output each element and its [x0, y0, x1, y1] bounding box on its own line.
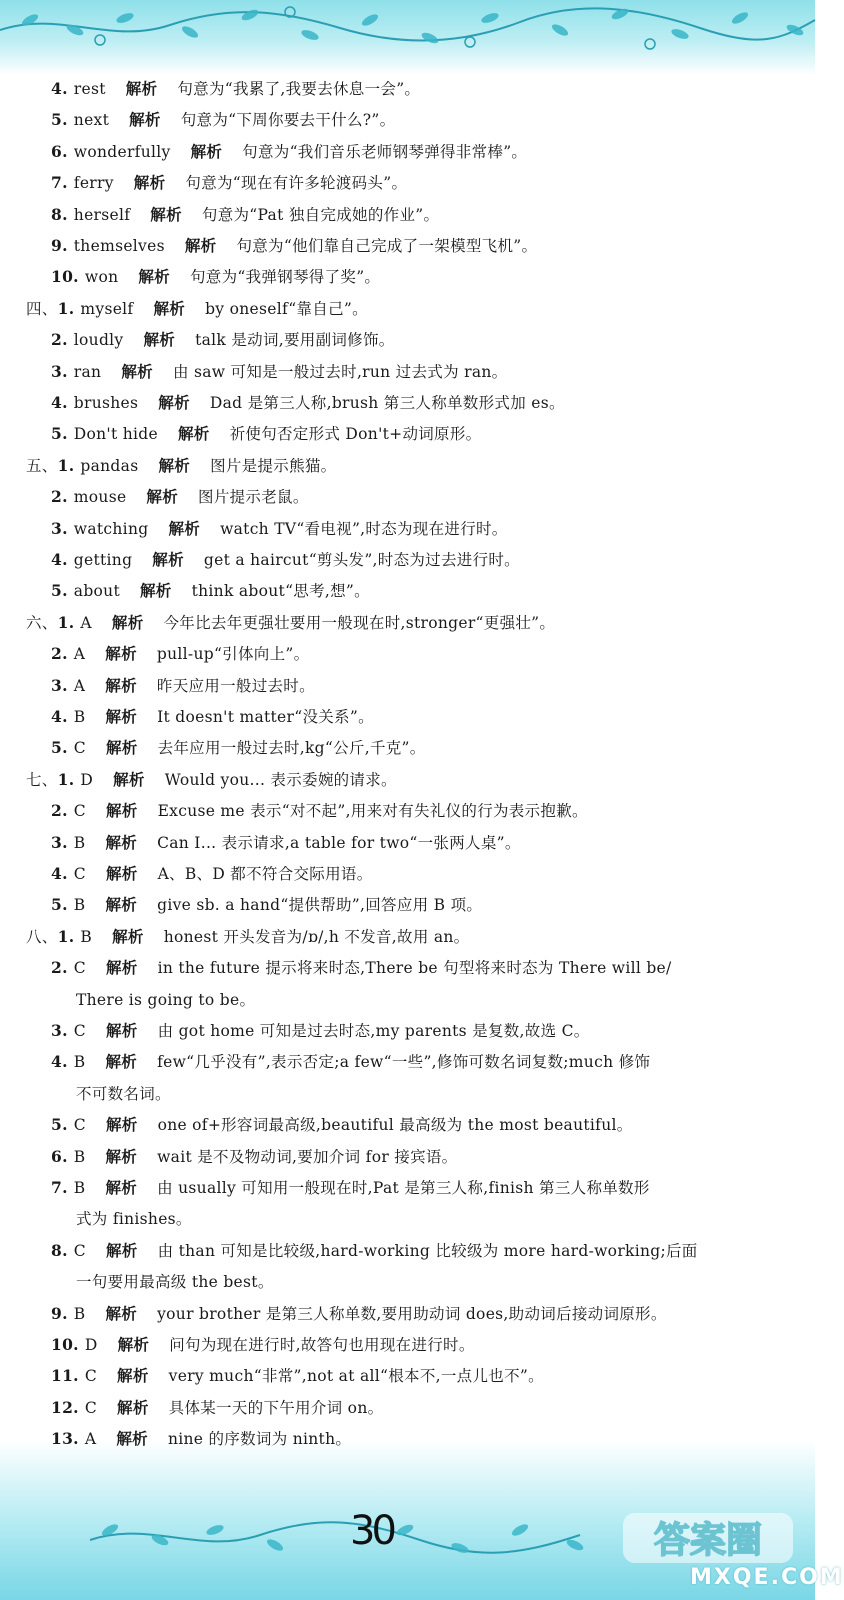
- answer-row: [51, 1236, 698, 1266]
- question-number: 3.: [51, 362, 68, 381]
- question-number: 2.: [51, 487, 68, 506]
- answer-text: A: [84, 1430, 97, 1448]
- explanation-text: 句意为“Pat 独自完成她的作业”。: [201, 206, 440, 224]
- answer-text: pandas: [80, 457, 139, 475]
- explanation-text: 由 than 可知是比较级,hard-working 比较级为 more hard-working;后面: [157, 1242, 698, 1260]
- question-number: 12.: [51, 1398, 79, 1417]
- question-number: 5.: [51, 110, 68, 129]
- explanation-text: watch TV“看电视”,时态为现在进行时。: [220, 520, 508, 538]
- answer-row: [51, 262, 380, 292]
- explanation-text: 图片提示老鼠。: [198, 488, 309, 506]
- answer-row: [51, 325, 395, 355]
- analysis-tag: 解析: [129, 110, 161, 129]
- analysis-tag: 解析: [133, 173, 166, 192]
- analysis-tag: 解析: [105, 801, 138, 820]
- explanation-text: very much“非常”,not at all“根本不,一点儿也不”。: [168, 1367, 544, 1385]
- section-label: 五、: [26, 457, 58, 475]
- analysis-tag: 解析: [117, 1398, 149, 1417]
- answer-text: B: [73, 1179, 86, 1197]
- analysis-tag: 解析: [105, 707, 138, 726]
- explanation-text: 句意为“我们音乐老师钢琴弹得非常棒”。: [242, 143, 528, 161]
- analysis-tag: 解析: [105, 676, 137, 695]
- question-number: 4.: [51, 707, 68, 726]
- answer-text: B: [73, 1305, 86, 1323]
- explanation-text: 句意为“下周你要去干什么?”。: [180, 111, 396, 129]
- answer-text: B: [80, 928, 93, 946]
- analysis-tag: 解析: [150, 205, 182, 224]
- analysis-tag: 解析: [112, 927, 144, 946]
- answer-row: [51, 482, 309, 512]
- question-number: 2.: [51, 644, 68, 663]
- explanation-text: your brother 是第三人称单数,要用助动词 does,助动词后接动词原形。: [157, 1305, 667, 1323]
- answer-row: [51, 1393, 383, 1423]
- analysis-tag: 解析: [105, 833, 138, 852]
- answer-text: D: [80, 771, 94, 789]
- question-number: 1.: [57, 299, 75, 318]
- answer-row: [51, 953, 672, 983]
- analysis-tag: 解析: [117, 1335, 150, 1354]
- explanation-text: by oneself“靠自己”。: [205, 300, 368, 318]
- explanation-text: 祈使句否定形式 Don't+动词原形。: [229, 425, 482, 443]
- question-number: 1.: [57, 770, 75, 789]
- question-number: 3.: [51, 1021, 68, 1040]
- question-number: 9.: [51, 236, 68, 255]
- explanation-text: It doesn't matter“没关系”。: [157, 708, 374, 726]
- question-number: 2.: [51, 958, 68, 977]
- answer-row: [51, 1299, 667, 1329]
- answer-row: [51, 200, 439, 230]
- analysis-tag: 解析: [105, 958, 138, 977]
- answer-row: [51, 639, 309, 669]
- explanation-text: talk 是动词,要用副词修饰。: [195, 331, 395, 349]
- answer-row: [51, 733, 426, 763]
- question-number: 6.: [51, 142, 68, 161]
- explanation-text: few“几乎没有”,表示否定;a few“一些”,修饰可数名词复数;much 修饰: [157, 1053, 651, 1071]
- analysis-tag: 解析: [105, 1147, 138, 1166]
- question-number: 5.: [51, 895, 68, 914]
- explanation-continuation: 式为 finishes。: [76, 1210, 192, 1228]
- explanation-text: 句意为“他们靠自己完成了一架模型飞机”。: [236, 237, 538, 255]
- question-number: 5.: [51, 424, 68, 443]
- explanation-continuation: There is going to be。: [76, 991, 256, 1009]
- question-number: 4.: [51, 864, 68, 883]
- question-number: 9.: [51, 1304, 68, 1323]
- analysis-tag: 解析: [121, 362, 153, 381]
- section-label: 八、: [26, 928, 58, 946]
- answer-row: [26, 765, 397, 795]
- answer-row: [51, 1330, 475, 1360]
- analysis-tag: 解析: [105, 1304, 138, 1323]
- answer-text: loudly: [73, 331, 124, 349]
- question-number: 7.: [51, 173, 68, 192]
- answer-row: [51, 859, 373, 889]
- answer-row: [51, 1424, 351, 1454]
- answer-row: [51, 890, 482, 920]
- answer-row: [26, 922, 469, 952]
- answer-text: C: [73, 802, 86, 820]
- explanation-text: think about“思考,想”。: [191, 582, 370, 600]
- analysis-tag: 解析: [111, 613, 144, 632]
- explanation-text: nine 的序数词为 ninth。: [167, 1430, 352, 1448]
- analysis-tag: 解析: [105, 1021, 138, 1040]
- analysis-tag: 解析: [105, 738, 138, 757]
- answer-text: C: [73, 1242, 86, 1260]
- watermark-logo-icon: [618, 1508, 798, 1568]
- question-number: 2.: [51, 801, 68, 820]
- section-label: 七、: [26, 771, 58, 789]
- answer-row: [51, 1016, 590, 1046]
- answer-text: ferry: [73, 174, 114, 192]
- answer-row: [51, 357, 507, 387]
- answer-text: C: [73, 1022, 86, 1040]
- answer-text: C: [73, 959, 86, 977]
- analysis-tag: 解析: [177, 424, 210, 443]
- explanation-text: 问句为现在进行时,故答句也用现在进行时。: [169, 1336, 475, 1354]
- answer-text: ran: [73, 363, 102, 381]
- analysis-tag: 解析: [105, 864, 138, 883]
- analysis-tag: 解析: [168, 519, 201, 538]
- answer-text: wonderfully: [73, 143, 171, 161]
- question-number: 4.: [51, 393, 68, 412]
- analysis-tag: 解析: [105, 1178, 138, 1197]
- page-number: 30: [350, 1508, 393, 1554]
- answer-text: B: [73, 708, 86, 726]
- answer-text: C: [84, 1367, 98, 1385]
- answer-text: herself: [73, 206, 131, 224]
- answer-row: [51, 419, 481, 449]
- answer-text: A: [80, 614, 92, 632]
- answer-row: [26, 451, 336, 481]
- svg-text:答案圈: 答案圈: [653, 1520, 763, 1561]
- answer-row: [51, 1173, 650, 1203]
- explanation-text: 由 usually 可知用一般现在时,Pat 是第三人称,finish 第三人称单数形: [157, 1179, 650, 1197]
- answer-text: B: [73, 896, 86, 914]
- question-number: 7.: [51, 1178, 68, 1197]
- answer-text: getting: [73, 551, 133, 569]
- analysis-tag: 解析: [105, 895, 138, 914]
- question-number: 1.: [57, 927, 75, 946]
- question-number: 10.: [51, 1335, 79, 1354]
- answer-text: B: [73, 1053, 86, 1071]
- question-number: 8.: [51, 1241, 68, 1260]
- explanation-text: 句意为“现在有许多轮渡码头”。: [185, 174, 408, 192]
- analysis-tag: 解析: [105, 1241, 138, 1260]
- explanation-text: 句意为“我弹钢琴得了奖”。: [189, 268, 381, 286]
- answer-text: themselves: [73, 237, 165, 255]
- analysis-tag: 解析: [143, 330, 176, 349]
- answer-row: [51, 1142, 457, 1172]
- explanation-text: 句意为“我累了,我要去休息一会”。: [177, 80, 421, 98]
- answer-row: [51, 137, 527, 167]
- answer-row: [51, 168, 407, 198]
- answer-text: C: [84, 1399, 98, 1417]
- analysis-tag: 解析: [105, 1115, 138, 1134]
- answer-row: [51, 671, 315, 701]
- explanation-text: 由 got home 可知是过去时态,my parents 是复数,故选 C。: [157, 1022, 590, 1040]
- section-label: 六、: [26, 614, 58, 632]
- explanation-text: honest 开头发音为/ɒ/,h 不发音,故用 an。: [163, 928, 470, 946]
- explanation-continuation: 不可数名词。: [76, 1085, 171, 1103]
- answer-text: B: [73, 834, 86, 852]
- explanation-text: in the future 提示将来时态,There be 句型将来时态为 There will be/: [157, 959, 672, 977]
- analysis-tag: 解析: [146, 487, 179, 506]
- analysis-tag: 解析: [153, 299, 186, 318]
- analysis-tag: 解析: [105, 644, 137, 663]
- answer-text: D: [84, 1336, 98, 1354]
- answer-row: [51, 105, 395, 135]
- top-vine-decoration: [0, 0, 815, 70]
- analysis-tag: 解析: [116, 1429, 148, 1448]
- answer-text: C: [73, 739, 86, 757]
- explanation-text: Dad 是第三人称,brush 第三人称单数形式加 es。: [209, 394, 565, 412]
- answer-text: about: [73, 582, 120, 600]
- explanation-continuation: 一句要用最高级 the best。: [76, 1273, 274, 1291]
- answer-text: myself: [80, 300, 134, 318]
- answer-text: A: [73, 645, 86, 663]
- analysis-tag: 解析: [152, 550, 184, 569]
- answer-text: C: [73, 1116, 86, 1134]
- answer-row: [51, 576, 370, 606]
- answer-row: [51, 1361, 544, 1391]
- answer-row: [51, 388, 565, 418]
- answer-row: [51, 74, 420, 104]
- answer-row: [51, 514, 508, 544]
- answer-text: A: [73, 677, 86, 695]
- explanation-text: 由 saw 可知是一般过去时,run 过去式为 ran。: [172, 363, 508, 381]
- question-number: 5.: [51, 738, 68, 757]
- question-number: 8.: [51, 205, 68, 224]
- explanation-text: wait 是不及物动词,要加介词 for 接宾语。: [157, 1148, 458, 1166]
- answer-text: watching: [73, 520, 149, 538]
- explanation-text: A、B、D 都不符合交际用语。: [157, 865, 373, 883]
- question-number: 4.: [51, 79, 68, 98]
- question-number: 1.: [57, 613, 75, 632]
- answer-text: B: [73, 1148, 86, 1166]
- answer-row: [26, 294, 368, 324]
- explanation-text: get a haircut“剪头发”,时态为过去进行时。: [203, 551, 520, 569]
- answer-text: mouse: [73, 488, 127, 506]
- answer-row: [51, 796, 588, 826]
- explanation-text: pull-up“引体向上”。: [156, 645, 310, 663]
- question-number: 4.: [51, 1052, 68, 1071]
- question-number: 4.: [51, 550, 68, 569]
- question-number: 3.: [51, 833, 68, 852]
- answer-row: [51, 545, 520, 575]
- answer-row: [26, 608, 555, 638]
- answer-row: [51, 702, 374, 732]
- answer-row: [51, 828, 521, 858]
- analysis-tag: 解析: [113, 770, 145, 789]
- explanation-text: 昨天应用一般过去时。: [156, 677, 315, 695]
- answer-text: next: [73, 111, 110, 129]
- answer-row: [51, 1110, 633, 1140]
- answer-text: Don't hide: [73, 425, 158, 443]
- question-number: 10.: [51, 267, 79, 286]
- question-number: 1.: [57, 456, 75, 475]
- answer-text: C: [73, 865, 86, 883]
- analysis-tag: 解析: [158, 393, 190, 412]
- analysis-tag: 解析: [184, 236, 217, 255]
- explanation-text: 图片是提示熊猫。: [210, 457, 337, 475]
- question-number: 3.: [51, 519, 68, 538]
- answer-text: rest: [73, 80, 106, 98]
- analysis-tag: 解析: [140, 581, 172, 600]
- question-number: 6.: [51, 1147, 68, 1166]
- explanation-text: 去年应用一般过去时,kg“公斤,千克”。: [157, 739, 426, 757]
- analysis-tag: 解析: [105, 1052, 138, 1071]
- analysis-tag: 解析: [190, 142, 223, 161]
- explanation-text: 今年比去年更强壮要用一般现在时,stronger“更强壮”。: [163, 614, 556, 632]
- question-number: 2.: [51, 330, 68, 349]
- question-number: 5.: [51, 1115, 68, 1134]
- answer-text: won: [84, 268, 119, 286]
- answer-text: brushes: [73, 394, 139, 412]
- analysis-tag: 解析: [125, 79, 158, 98]
- watermark-url: MXQE.COM: [690, 1565, 844, 1590]
- explanation-text: Can I... 表示请求,a table for two“一张两人桌”。: [157, 834, 521, 852]
- explanation-text: give sb. a hand“提供帮助”,回答应用 B 项。: [157, 896, 483, 914]
- analysis-tag: 解析: [158, 456, 191, 475]
- explanation-text: 具体某一天的下午用介词 on。: [168, 1399, 384, 1417]
- section-label: 四、: [26, 300, 58, 318]
- analysis-tag: 解析: [138, 267, 170, 286]
- explanation-text: one of+形容词最高级,beautiful 最高级为 the most beautiful。: [157, 1116, 633, 1134]
- explanation-text: Would you... 表示委婉的请求。: [164, 771, 397, 789]
- question-number: 3.: [51, 676, 68, 695]
- question-number: 13.: [51, 1429, 79, 1448]
- analysis-tag: 解析: [117, 1366, 149, 1385]
- question-number: 5.: [51, 581, 68, 600]
- question-number: 11.: [51, 1366, 79, 1385]
- explanation-text: Excuse me 表示“对不起”,用来对有失礼仪的行为表示抱歉。: [157, 802, 588, 820]
- answer-row: [51, 231, 537, 261]
- answer-row: [51, 1047, 650, 1077]
